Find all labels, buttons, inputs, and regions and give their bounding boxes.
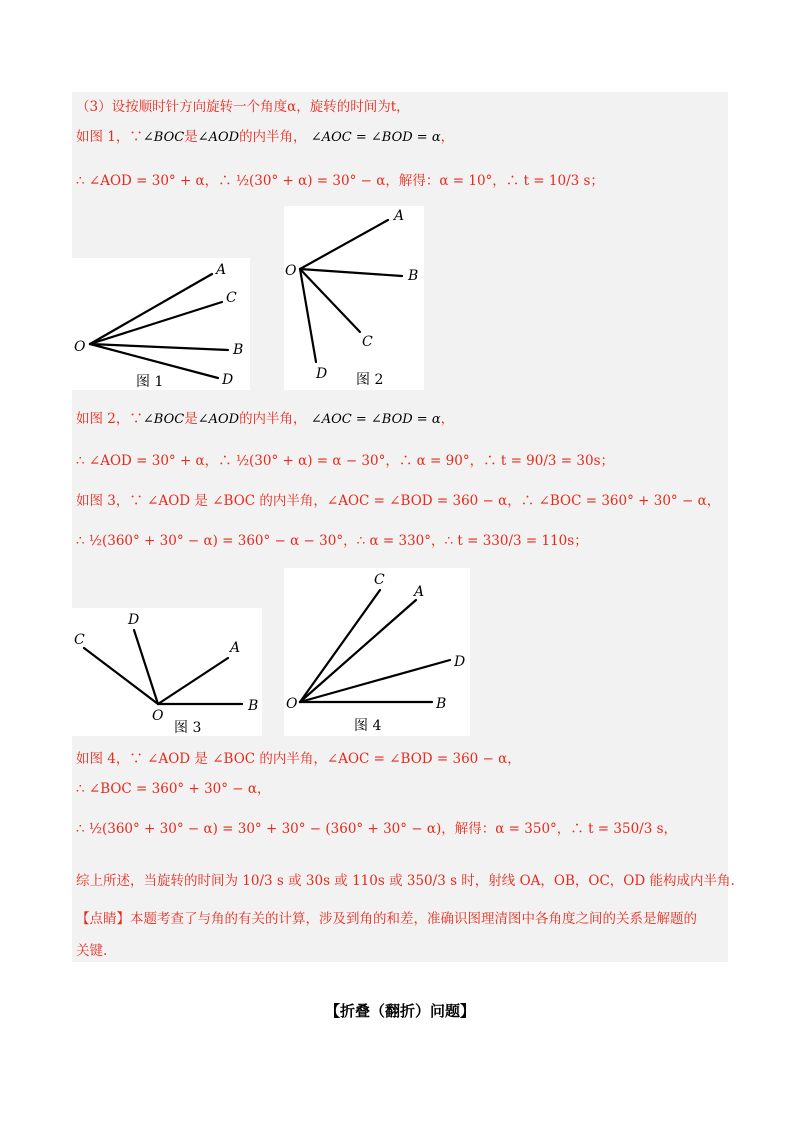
line2-prefix: 如图 1，∵	[76, 129, 143, 145]
label-d: D	[128, 612, 140, 628]
label-o: O	[152, 708, 164, 724]
figure-1-caption: 图 1	[136, 374, 164, 390]
figure-3-drawing	[72, 608, 262, 736]
figure-1	[72, 258, 250, 390]
angle-boc: ∠BOC	[142, 130, 185, 145]
label-b: B	[248, 698, 259, 714]
label-o: O	[286, 696, 298, 712]
ray-oa	[300, 220, 388, 269]
figure-4-drawing	[284, 568, 470, 736]
label-a: A	[216, 262, 227, 278]
line4-is: 是	[184, 411, 198, 427]
solution-line-10: ∴ ½(360° + 30° − α) = 30° + 30° − (360° + 30° − α)，解得：α = 350°，∴ t = 350/3 s，	[76, 821, 678, 837]
solution-line-4	[76, 408, 454, 431]
ray-ob	[300, 269, 402, 276]
angle-boc: ∠BOC	[142, 412, 185, 427]
section-heading: 【折叠（翻折）问题】	[324, 1002, 475, 1020]
solution-line-2	[76, 126, 454, 149]
solution-line-3: ∴ ∠AOD = 30° + α，∴ ½(30° + α) = 30° − α，解得：α = 10°，∴ t = 10/3 s；	[76, 173, 604, 189]
line4-prefix: 如图 2，∵	[76, 411, 143, 427]
ray-oa	[158, 658, 228, 704]
figure-3	[72, 608, 262, 736]
label-d: D	[316, 366, 328, 382]
label-a: A	[414, 584, 425, 600]
label-c: C	[226, 290, 237, 306]
ray-oc	[90, 302, 222, 344]
figure-2-drawing	[284, 206, 424, 390]
solution-line-11: 综上所述，当旋转的时间为 10/3 s 或 30s 或 110s 或 350/3 s 时，射线 OA，OB，OC，OD 能构成内半角.	[76, 873, 735, 889]
solution-note-continued: 关键.	[76, 943, 108, 959]
solution-note: 【点睛】本题考查了与角的有关的计算，涉及到角的和差，准确识图理清图中各角度之间的关系是解题的	[76, 911, 697, 927]
line2-inner-half: 的内半角，	[239, 129, 307, 145]
line4-comma: ，	[440, 411, 455, 427]
line2-is: 是	[184, 129, 198, 145]
solution-line-9: ∴ ∠BOC = 360° + 30° − α，	[76, 781, 271, 797]
label-d: D	[454, 654, 466, 670]
figure-2-caption: 图 2	[356, 372, 384, 388]
figure-4-caption: 图 4	[354, 718, 382, 734]
angle-aod: ∠AOD	[197, 412, 240, 427]
ray-oc	[84, 648, 158, 704]
label-o: O	[285, 263, 297, 279]
label-c: C	[374, 572, 385, 588]
figure-4	[284, 568, 470, 736]
angle-aod: ∠AOD	[197, 130, 240, 145]
label-a: A	[230, 640, 241, 656]
label-o: O	[74, 339, 86, 355]
line4-inner-half: 的内半角，	[239, 411, 307, 427]
solution-line-1: （3）设按顺时针方向旋转一个角度α，旋转的时间为t，	[76, 99, 410, 115]
label-b: B	[436, 696, 447, 712]
solution-line-6: 如图 3，∵ ∠AOD 是 ∠BOC 的内半角，∠AOC = ∠BOD = 360 − α，∴ ∠BOC = 360° + 30° − α，	[76, 493, 721, 509]
figure-1-drawing	[72, 258, 250, 390]
angle-equation: ∠AOC = ∠BOD = α	[310, 130, 441, 145]
figure-3-caption: 图 3	[174, 720, 202, 736]
ray-oa	[90, 274, 212, 344]
figure-2	[284, 206, 424, 390]
solution-line-8: 如图 4，∵ ∠AOD 是 ∠BOC 的内半角，∠AOC = ∠BOD = 360 − α，	[76, 751, 521, 767]
label-b: B	[408, 268, 419, 284]
ray-od	[134, 630, 158, 704]
angle-equation: ∠AOC = ∠BOD = α	[310, 412, 441, 427]
line2-comma: ，	[440, 129, 455, 145]
label-c: C	[74, 632, 85, 648]
label-d: D	[222, 372, 234, 388]
label-c: C	[362, 334, 373, 350]
label-a: A	[394, 208, 405, 224]
solution-line-7: ∴ ½(360° + 30° − α) = 360° − α − 30°，∴ α = 330°，∴ t = 330/3 = 110s；	[76, 533, 588, 549]
solution-line-5: ∴ ∠AOD = 30° + α，∴ ½(30° + α) = α − 30°，∴ α = 90°，∴ t = 90/3 = 30s；	[76, 453, 615, 469]
ray-oc	[300, 590, 380, 702]
label-b: B	[233, 342, 244, 358]
